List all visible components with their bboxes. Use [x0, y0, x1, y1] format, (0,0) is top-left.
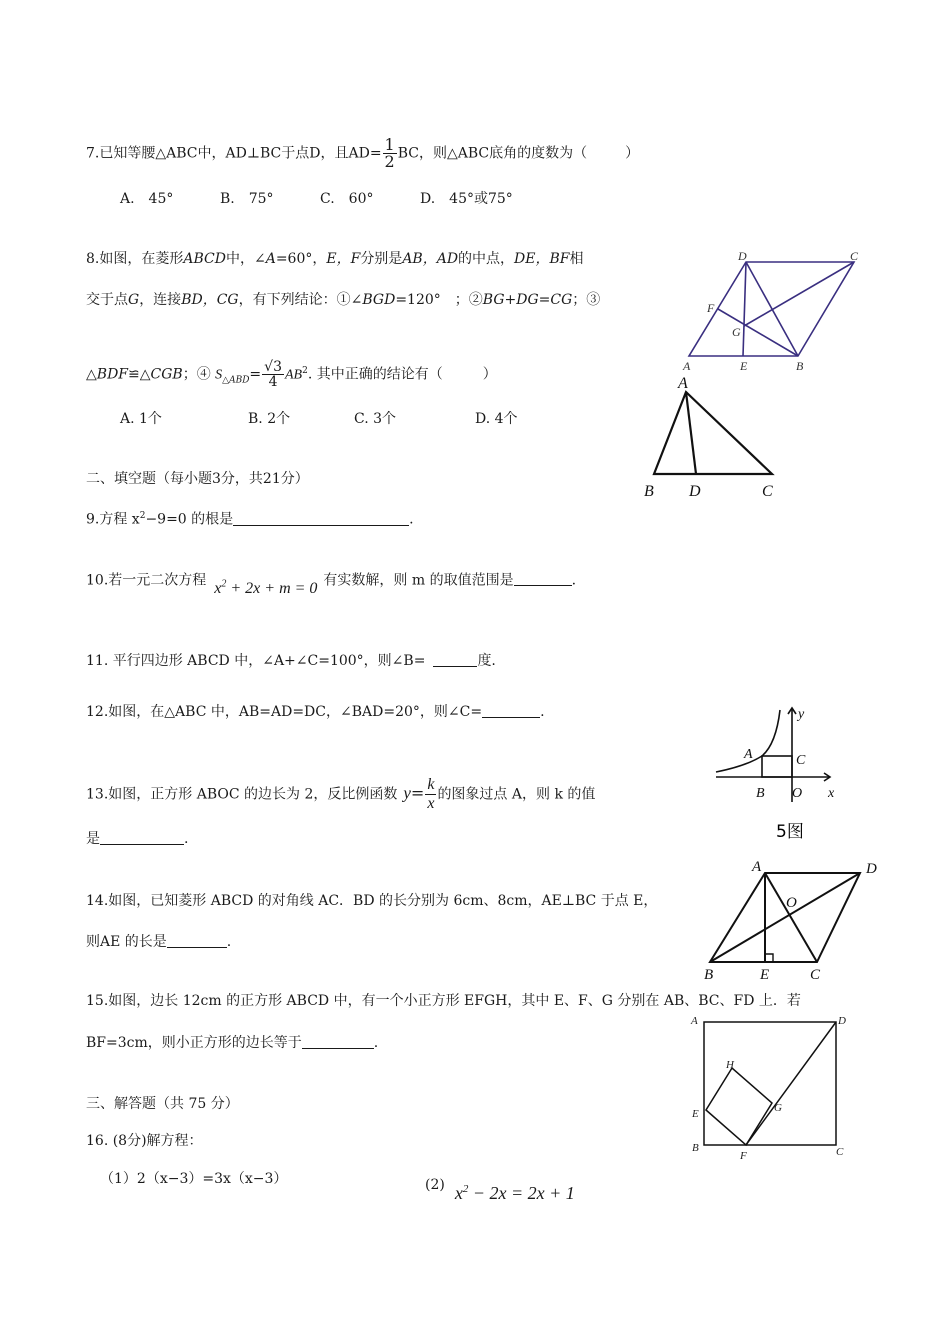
equation: $x^2 + 2x + m = 0$	[214, 579, 318, 598]
q16-part2: (2) $x^2 - 2x = 2x + 1$	[425, 1177, 575, 1203]
q15-line1: 15.如图，边长 12cm 的正方形 ABCD 中，有一个小正方形 EFGH，其中 E、F、G 分别在 AB、BC、FD 上．若	[86, 993, 801, 1009]
square-figure	[688, 1010, 858, 1160]
q8-option-c: C. 3个	[354, 411, 397, 427]
label-c: C	[836, 1146, 844, 1158]
label-b: B	[756, 786, 765, 801]
answer-blank[interactable]	[514, 571, 572, 586]
answer-blank[interactable]	[482, 703, 540, 718]
label-c: C	[810, 967, 821, 983]
q16-heading: 16. (8分)解方程：	[86, 1133, 203, 1149]
label-d: D	[689, 483, 701, 500]
rhombus-altitude-figure	[700, 855, 885, 985]
label-f: F	[707, 301, 715, 315]
label-b: B	[692, 1142, 699, 1154]
segment-fd	[746, 1022, 836, 1145]
figure-caption: 5图	[776, 822, 804, 842]
q8-fraction: $\frac{√3}{4}$	[264, 359, 282, 390]
q10: 10.若一元二次方程 $x^2 + 2x + m = 0$ 有实数解，则 m 的取值范围是 .	[86, 572, 577, 598]
label-e: E	[692, 1108, 699, 1120]
segment-de	[743, 262, 746, 356]
answer-blank[interactable]	[302, 1034, 374, 1049]
label-o: O	[786, 895, 797, 911]
q7-option-b: B. 75°	[220, 191, 274, 207]
label-c: C	[850, 249, 859, 263]
segment-bf	[718, 309, 798, 356]
label-c: C	[762, 483, 773, 500]
section-3-heading: 三、解答题（共 75 分）	[86, 1096, 239, 1112]
q13-line2: 是 .	[86, 831, 189, 847]
label-x: x	[828, 786, 835, 801]
label-e: E	[760, 967, 770, 983]
q8-line2: 交于点G，连接BD，CG，有下列结论：①∠BGD=120° ；②BG+DG=CG；③	[86, 292, 601, 308]
segment-ad	[686, 392, 696, 474]
q7-option-a: A. 45°	[120, 191, 174, 207]
label-y: y	[798, 707, 805, 722]
label-a: A	[683, 359, 691, 373]
label-a: A	[752, 859, 762, 875]
label-d: D	[838, 1015, 846, 1027]
q7-option-c: C. 60°	[320, 191, 374, 207]
q15-line2: BF=3cm，则小正方形的边长等于 .	[86, 1035, 379, 1051]
label-g: G	[774, 1102, 782, 1114]
q14-line1: 14.如图，已知菱形 ABCD 的对角线 AC．BD 的长分别为 6cm、8cm，AE⊥BC 于点 E，	[86, 893, 658, 909]
q11: 11. 平行四边形 ABCD 中，∠A+∠C=100°，则∠B= 度.	[86, 653, 496, 669]
label-a: A	[744, 747, 753, 762]
answer-blank[interactable]	[433, 652, 477, 667]
label-d: D	[866, 861, 877, 877]
rhombus-figure	[676, 250, 866, 378]
q8-option-a: A. 1个	[120, 411, 162, 427]
q14-line2: 则AE 的长是 .	[86, 934, 232, 950]
label-b: B	[796, 359, 804, 373]
q13-line1: 13.如图，正方形 ABOC 的边长为 2，反比例函数 y= $\frac{k}{x}$ 的图象过点 A，则 k 的值	[86, 776, 596, 812]
answer-blank[interactable]	[167, 933, 227, 948]
q16-part1: （1）2（x−3）=3x（x−3）	[100, 1171, 288, 1187]
label-b: B	[704, 967, 714, 983]
label-a: A	[691, 1015, 698, 1027]
section-2-heading: 二、填空题（每小题3分，共21分）	[86, 471, 309, 487]
segment-cg	[744, 262, 854, 326]
q8-line3: △BDF≌△CGB；④ $S_{\triangle ABD}=$ $\frac{√3}{4}$ $AB^2$. 其中正确的结论有（ ）	[86, 359, 497, 390]
answer-blank[interactable]	[100, 830, 184, 845]
equation: $x^2 - 2x = 2x + 1$	[454, 1183, 575, 1203]
triangle-figure	[640, 372, 785, 502]
inner-square	[706, 1068, 772, 1145]
q12: 12.如图，在△ABC 中，AB=AD=DC，∠BAD=20°，则∠C= .	[86, 704, 545, 720]
q8-line1: 8.如图，在菱形ABCD中，∠A=60°，E，F分别是AB，AD的中点，DE，BF相	[86, 251, 584, 267]
q7-option-d: D. 45°或75°	[420, 191, 513, 207]
label-e: E	[740, 359, 748, 373]
label-c: C	[796, 753, 806, 768]
q8-option-d: D. 4个	[475, 411, 518, 427]
label-a: A	[678, 375, 688, 392]
hyperbola-curve	[716, 710, 780, 772]
label-f: F	[740, 1150, 747, 1162]
q9: 9.方程 $x^2-9=0$ 的根是 .	[86, 511, 414, 528]
hyperbola-figure	[710, 704, 860, 844]
square-aboc	[762, 756, 792, 777]
label-b: B	[644, 483, 654, 500]
answer-blank[interactable]	[233, 511, 409, 526]
label-g: G	[732, 325, 741, 339]
q7-fraction: $\frac{1}{2}$	[384, 135, 395, 171]
q7-stem: 7.已知等腰△ABC中，AD⊥BC于点D，且AD= $\frac{1}{2}$ BC，则△ABC底角的度数为（ ）	[86, 135, 640, 171]
label-d: D	[738, 249, 747, 263]
label-o: O	[792, 786, 803, 801]
right-angle-mark	[765, 954, 773, 962]
triangle-outline	[654, 392, 772, 474]
label-h: H	[726, 1059, 734, 1071]
q13-fraction: $\frac{k}{x}$	[427, 776, 435, 812]
q8-option-b: B. 2个	[248, 411, 291, 427]
area-symbol: S	[215, 367, 223, 383]
diagonal-ac	[765, 873, 817, 962]
